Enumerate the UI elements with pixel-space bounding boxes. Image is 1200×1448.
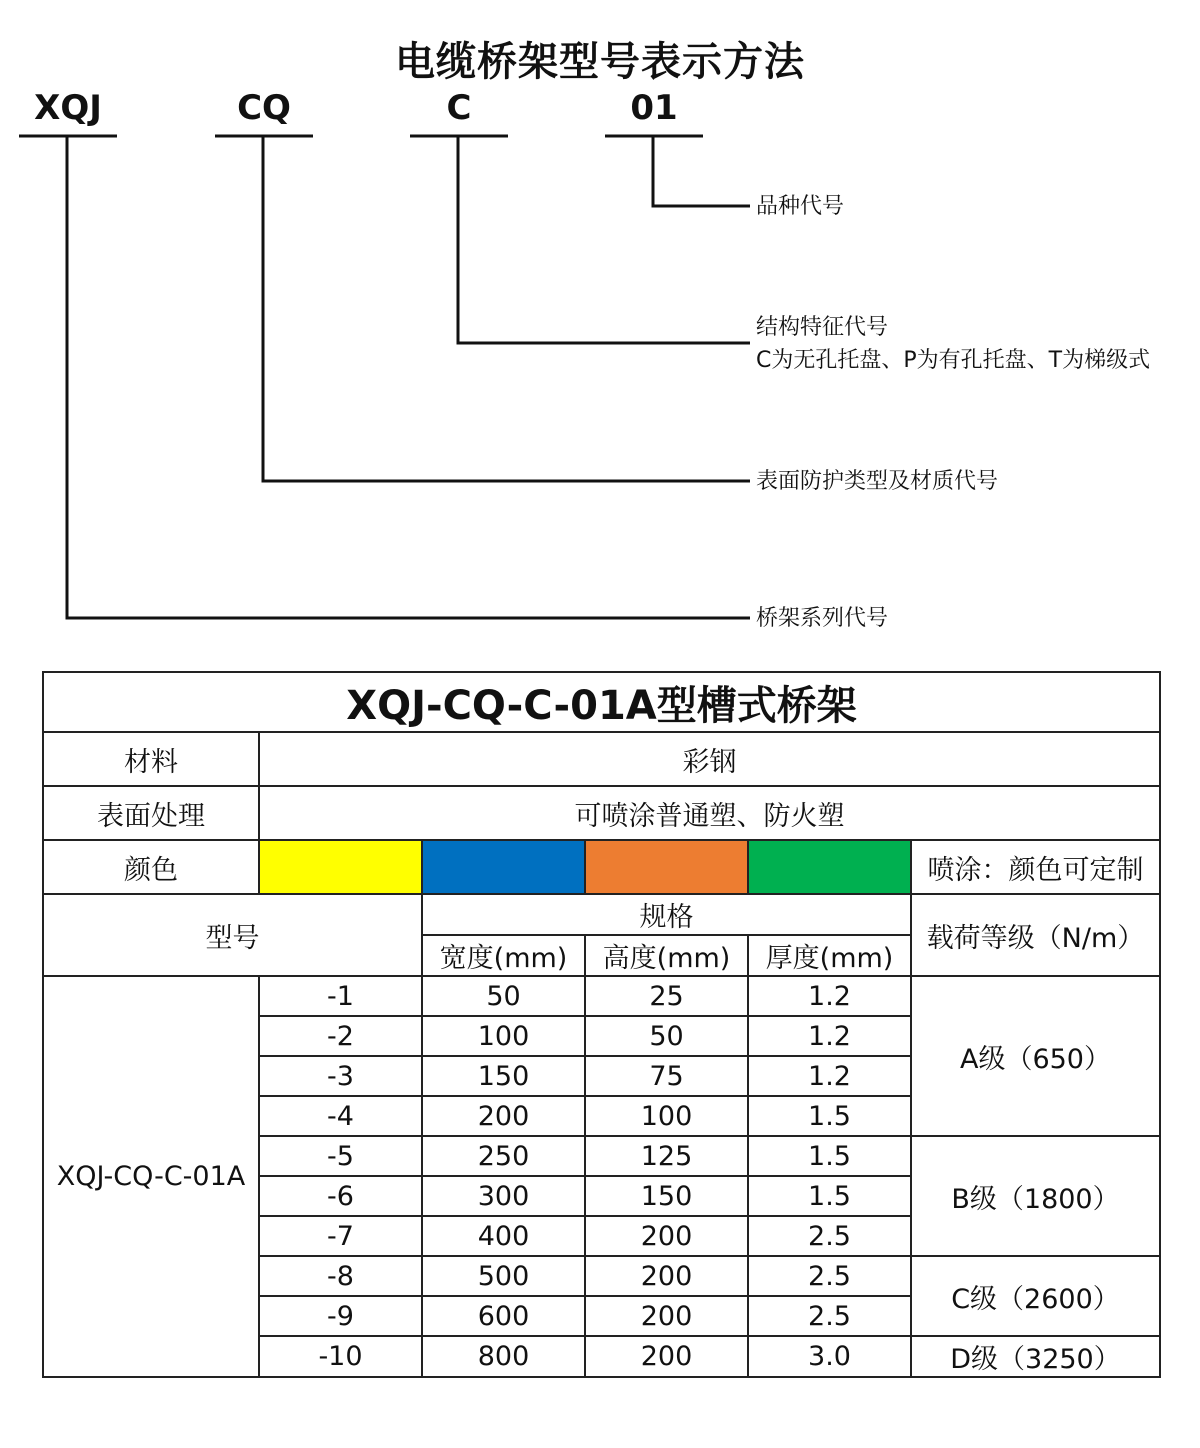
code-structure: C: [446, 88, 472, 128]
connector-surface: [263, 136, 750, 481]
row-width: 800: [422, 1336, 585, 1377]
model-name: XQJ-CQ-C-01A: [43, 976, 259, 1377]
color-swatch-green: [748, 840, 911, 894]
row-thickness: 1.5: [748, 1136, 911, 1176]
row-suffix: -1: [259, 976, 422, 1016]
row-suffix: -10: [259, 1336, 422, 1377]
material-label: 材料: [43, 732, 259, 786]
row-thickness: 3.0: [748, 1336, 911, 1377]
row-height: 200: [585, 1336, 748, 1377]
connector-series: [67, 136, 750, 618]
row-suffix: -9: [259, 1296, 422, 1336]
surface-label: 表面处理: [43, 786, 259, 840]
color-swatch-orange: [585, 840, 748, 894]
load-grade-d: D级（3250）: [911, 1336, 1160, 1377]
row-suffix: -8: [259, 1256, 422, 1296]
row-height: 150: [585, 1176, 748, 1216]
row-height: 200: [585, 1256, 748, 1296]
row-width: 200: [422, 1096, 585, 1136]
code-variety: 01: [630, 88, 678, 128]
row-thickness: 2.5: [748, 1256, 911, 1296]
header-load: 载荷等级（N/m）: [911, 894, 1160, 976]
desc-structure-detail: C为无孔托盘、P为有孔托盘、T为梯级式: [756, 348, 1151, 373]
diagram-title: 电缆桥架型号表示方法: [395, 39, 805, 85]
table-row: [43, 976, 1160, 1016]
load-grade-c: C级（2600）: [911, 1256, 1160, 1336]
surface-value: 可喷涂普通塑、防火塑: [259, 786, 1160, 840]
row-height: 125: [585, 1136, 748, 1176]
row-suffix: -2: [259, 1016, 422, 1056]
color-swatch-yellow: [259, 840, 422, 894]
row-thickness: 2.5: [748, 1216, 911, 1256]
row-suffix: -6: [259, 1176, 422, 1216]
code-surface: CQ: [237, 88, 291, 128]
color-label: 颜色: [43, 840, 259, 894]
row-thickness: 1.5: [748, 1176, 911, 1216]
row-width: 300: [422, 1176, 585, 1216]
row-thickness: 1.2: [748, 1056, 911, 1096]
header-width: 宽度(mm): [422, 935, 585, 976]
spec-table: [42, 671, 1161, 1378]
desc-series: 桥架系列代号: [756, 606, 889, 631]
row-thickness: 1.5: [748, 1096, 911, 1136]
desc-structure-title: 结构特征代号: [756, 315, 889, 340]
material-value: 彩钢: [259, 732, 1160, 786]
row-width: 50: [422, 976, 585, 1016]
row-width: 500: [422, 1256, 585, 1296]
header-thickness: 厚度(mm): [748, 935, 911, 976]
row-height: 50: [585, 1016, 748, 1056]
color-swatch-blue: [422, 840, 585, 894]
code-series: XQJ: [34, 88, 102, 128]
desc-surface: 表面防护类型及材质代号: [756, 469, 999, 494]
row-thickness: 2.5: [748, 1296, 911, 1336]
row-suffix: -7: [259, 1216, 422, 1256]
color-note: 喷涂：颜色可定制: [911, 840, 1160, 894]
row-height: 200: [585, 1296, 748, 1336]
row-width: 400: [422, 1216, 585, 1256]
header-height: 高度(mm): [585, 935, 748, 976]
diagram-connector-lines: [0, 0, 1200, 660]
connector-variety: [653, 136, 750, 206]
row-height: 200: [585, 1216, 748, 1256]
row-width: 150: [422, 1056, 585, 1096]
connector-structure: [458, 136, 750, 343]
load-grade-a: A级（650）: [911, 976, 1160, 1136]
row-suffix: -4: [259, 1096, 422, 1136]
row-thickness: 1.2: [748, 1016, 911, 1056]
desc-variety: 品种代号: [756, 194, 845, 219]
row-height: 75: [585, 1056, 748, 1096]
row-suffix: -3: [259, 1056, 422, 1096]
row-width: 250: [422, 1136, 585, 1176]
row-thickness: 1.2: [748, 976, 911, 1016]
row-height: 100: [585, 1096, 748, 1136]
row-suffix: -5: [259, 1136, 422, 1176]
header-spec: 规格: [422, 894, 911, 935]
table-title: XQJ-CQ-C-01A型槽式桥架: [43, 672, 1160, 732]
header-model: 型号: [43, 894, 422, 976]
load-grade-b: B级（1800）: [911, 1136, 1160, 1256]
row-height: 25: [585, 976, 748, 1016]
row-width: 600: [422, 1296, 585, 1336]
row-width: 100: [422, 1016, 585, 1056]
